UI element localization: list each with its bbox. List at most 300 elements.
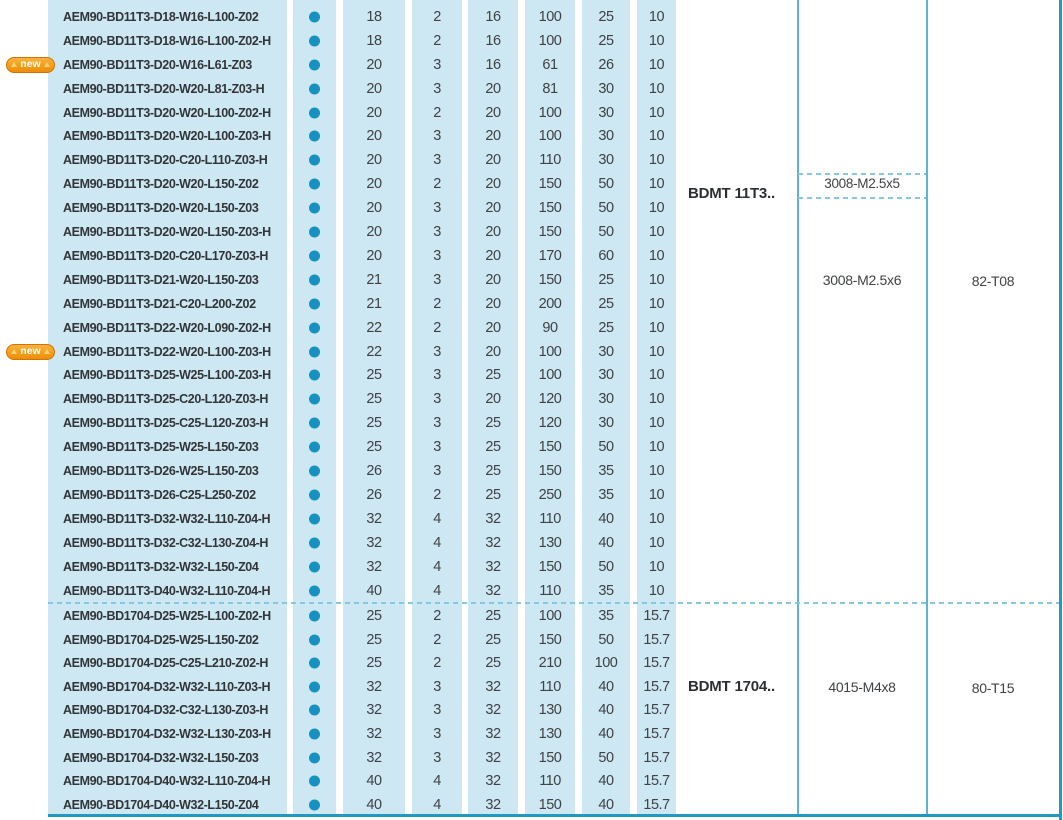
cell-l1: 150 [538,224,562,241]
table-row [0,340,1063,364]
cell-l2: 50 [598,200,614,217]
cell-l3: 10 [648,32,665,49]
cell-l2: 25 [598,32,614,49]
cell-l3: 10 [648,271,665,288]
cell-l3: 10 [648,558,665,575]
cell-d2: 20 [485,271,501,288]
cell-z: 4 [433,510,441,527]
cell-l1: 150 [538,271,562,288]
cell-l1: 150 [538,749,562,766]
table-row [0,459,1063,483]
cell-z: 4 [433,796,441,813]
cell-l1: 150 [538,439,562,456]
cell-l2: 30 [598,152,614,169]
cell-d2: 32 [485,796,501,813]
cell-d1: 20 [366,128,382,145]
cell-d2: 32 [485,773,501,790]
table-row [0,148,1063,172]
triangle-icon [11,349,17,354]
cell-l1: 100 [538,343,562,360]
cell-l1: 170 [538,247,562,264]
availability-dot-icon [309,35,320,46]
cell-l3: 10 [648,247,665,264]
cell-l1: 100 [538,128,562,145]
product-code: AEM90-BD11T3-D22-W20-L100-Z03-H [63,344,271,359]
cell-z: 2 [433,295,441,312]
cell-l3: 10 [648,486,665,503]
availability-dot-icon [309,11,320,22]
product-code: AEM90-BD1704-D40-W32-L150-Z04 [63,797,259,812]
availability-dot-icon [309,418,320,429]
cell-l3: 10 [648,8,665,25]
availability-dot-icon [309,155,320,166]
cell-z: 3 [433,702,441,719]
cell-l3: 10 [648,176,665,193]
cell-d2: 25 [485,367,501,384]
cell-z: 4 [433,773,441,790]
cell-d1: 22 [366,319,382,336]
cell-d1: 21 [366,271,382,288]
availability-dot-icon [309,611,320,622]
cell-l3: 15.7 [643,678,670,695]
cell-l1: 130 [538,534,562,551]
cell-d2: 25 [485,631,501,648]
product-code: AEM90-BD1704-D40-W32-L110-Z04-H [63,774,271,789]
availability-dot-icon [309,59,320,70]
cell-z: 3 [433,726,441,743]
availability-dot-icon [309,752,320,763]
cell-d2: 20 [485,343,501,360]
table-row [0,699,1063,723]
cell-d1: 22 [366,343,382,360]
cell-d1: 32 [366,510,382,527]
cell-l1: 100 [538,32,562,49]
cell-d1: 26 [366,486,382,503]
cell-l1: 100 [538,104,562,121]
product-code: AEM90-BD11T3-D26-W25-L150-Z03 [63,464,259,479]
cell-d1: 32 [366,678,382,695]
triangle-icon [44,62,50,67]
cell-l1: 130 [538,726,562,743]
cell-z: 3 [433,343,441,360]
table-right-border [1059,0,1062,820]
cell-l2: 25 [598,295,614,312]
table-row [0,507,1063,531]
cell-z: 2 [433,8,441,25]
new-badge-label: new [20,58,41,71]
cell-l3: 10 [648,295,665,312]
table-row [0,652,1063,676]
table-row [0,244,1063,268]
availability-dot-icon [309,799,320,810]
product-code: AEM90-BD11T3-D40-W32-L110-Z04-H [63,583,271,598]
table-row [0,220,1063,244]
availability-dot-icon [309,585,320,596]
cell-d1: 25 [366,439,382,456]
cell-l2: 50 [598,631,614,648]
cell-l2: 30 [598,104,614,121]
cell-d1: 32 [366,749,382,766]
table-row [0,29,1063,53]
screw-cell-dashed-top [798,173,926,175]
table-bottom-border [48,814,1062,817]
availability-dot-icon [309,250,320,261]
cell-l1: 110 [539,510,561,527]
cell-l2: 40 [598,702,614,719]
group-separator-dashed-line [48,602,1059,604]
availability-dot-icon [309,658,320,669]
cell-l2: 50 [598,224,614,241]
insert-designation: BDMT 11T3.. [688,185,775,202]
product-code: AEM90-BD1704-D32-W32-L130-Z03-H [63,727,271,742]
cell-d2: 32 [485,749,501,766]
cell-d1: 20 [366,200,382,217]
cell-l3: 15.7 [643,702,670,719]
availability-dot-icon [309,227,320,238]
cell-l2: 50 [598,176,614,193]
cell-l2: 40 [598,678,614,695]
cell-l2: 30 [598,128,614,145]
product-code: AEM90-BD11T3-D22-W20-L090-Z02-H [63,320,271,335]
product-code: AEM90-BD11T3-D20-W20-L150-Z03-H [63,225,271,240]
cell-d1: 20 [366,56,382,73]
cell-d1: 25 [366,415,382,432]
cell-l1: 150 [538,631,562,648]
table-row [0,316,1063,340]
table-row [0,555,1063,579]
cell-d2: 32 [485,726,501,743]
product-code: AEM90-BD11T3-D32-W32-L110-Z04-H [63,511,271,526]
product-code: AEM90-BD11T3-D20-C20-L110-Z03-H [63,153,268,168]
table-row [0,793,1063,817]
availability-dot-icon [309,681,320,692]
table-row [0,605,1063,629]
table-row [0,483,1063,507]
cell-l2: 40 [598,773,614,790]
availability-dot-icon [309,298,320,309]
screw-reference: 3008-M2.5x6 [822,272,902,288]
cell-d2: 32 [485,558,501,575]
cell-l2: 35 [598,463,614,480]
cell-z: 2 [433,486,441,503]
new-badge [6,57,55,73]
cell-l1: 200 [538,295,562,312]
cell-l1: 100 [538,608,562,625]
cell-l2: 60 [598,247,614,264]
availability-dot-icon [309,537,320,548]
cell-d2: 16 [485,56,501,73]
cell-l1: 250 [538,486,562,503]
cell-l1: 150 [538,463,562,480]
cell-l1: 120 [538,391,562,408]
new-badge-label: new [20,345,41,358]
cell-d2: 25 [485,415,501,432]
cell-z: 4 [433,558,441,575]
product-code: AEM90-BD1704-D25-W25-L100-Z02-H [63,609,271,624]
cell-l3: 10 [648,415,665,432]
cell-l1: 120 [538,415,562,432]
cell-l2: 25 [598,271,614,288]
cell-z: 2 [433,176,441,193]
cell-d2: 32 [485,582,501,599]
availability-dot-icon [309,705,320,716]
cell-l3: 10 [648,224,665,241]
cell-l1: 110 [539,582,561,599]
cell-d2: 25 [485,655,501,672]
availability-dot-icon [309,442,320,453]
cell-d2: 32 [485,702,501,719]
table-row [0,435,1063,459]
triangle-icon [11,62,17,67]
table-row [0,364,1063,388]
cell-d1: 32 [366,726,382,743]
cell-l3: 15.7 [643,631,670,648]
table-row [0,196,1063,220]
cell-d2: 25 [485,439,501,456]
table-row [0,77,1063,101]
cell-l3: 10 [648,391,665,408]
cell-z: 3 [433,128,441,145]
cell-d2: 32 [485,510,501,527]
screw-reference: 3008-M2.5x5 [824,176,900,191]
cell-d1: 25 [366,608,382,625]
cell-l1: 150 [538,796,562,813]
cell-z: 4 [433,534,441,551]
cell-l3: 10 [648,343,665,360]
cell-d2: 20 [485,247,501,264]
availability-dot-icon [309,274,320,285]
table-row [0,769,1063,793]
cell-d1: 32 [366,702,382,719]
cell-l3: 15.7 [643,608,670,625]
product-code: AEM90-BD1704-D32-W32-L150-Z03 [63,750,259,765]
cell-l1: 61 [542,56,558,73]
cell-z: 3 [433,80,441,97]
cell-z: 3 [433,247,441,264]
cell-l2: 40 [598,726,614,743]
cell-d2: 20 [485,319,501,336]
availability-dot-icon [309,131,320,142]
cell-d1: 20 [366,247,382,264]
cell-d1: 20 [366,104,382,121]
cell-z: 3 [433,749,441,766]
product-code: AEM90-BD11T3-D20-W20-L100-Z02-H [63,105,271,120]
product-code: AEM90-BD11T3-D32-C32-L130-Z04-H [63,535,269,550]
availability-dot-icon [309,203,320,214]
cell-d1: 20 [366,80,382,97]
cell-z: 2 [433,608,441,625]
availability-dot-icon [309,729,320,740]
product-code: AEM90-BD11T3-D20-W20-L100-Z03-H [63,129,271,144]
cell-l3: 15.7 [643,726,670,743]
cell-z: 3 [433,56,441,73]
cell-l1: 130 [538,702,562,719]
cell-l3: 10 [648,439,665,456]
cell-d1: 32 [366,534,382,551]
product-code: AEM90-BD1704-D32-C32-L130-Z03-H [63,703,269,718]
cell-d2: 20 [485,152,501,169]
product-code: AEM90-BD1704-D25-W25-L150-Z02 [63,632,259,647]
table-row [0,101,1063,125]
product-code: AEM90-BD11T3-D26-C25-L250-Z02 [63,487,256,502]
product-code: AEM90-BD11T3-D21-C20-L200-Z02 [63,296,256,311]
cell-z: 3 [433,152,441,169]
availability-dot-icon [309,776,320,787]
cell-d2: 20 [485,128,501,145]
cell-z: 3 [433,367,441,384]
cell-z: 4 [433,582,441,599]
cell-d2: 20 [485,176,501,193]
cell-l1: 150 [538,200,562,217]
cell-d2: 20 [485,104,501,121]
cell-l2: 25 [598,8,614,25]
cell-l3: 10 [648,200,665,217]
cell-d1: 21 [366,295,382,312]
cell-z: 3 [433,200,441,217]
cell-l1: 110 [539,152,561,169]
cell-l3: 10 [648,104,665,121]
cell-z: 3 [433,271,441,288]
cell-l1: 150 [538,176,562,193]
cell-l1: 110 [539,678,561,695]
cell-l2: 50 [598,439,614,456]
cell-d1: 25 [366,655,382,672]
cell-l2: 35 [598,486,614,503]
cell-z: 3 [433,439,441,456]
cell-l3: 10 [648,510,665,527]
cell-l1: 210 [538,655,562,672]
cell-l1: 150 [538,558,562,575]
cell-l2: 30 [598,415,614,432]
table-row [0,722,1063,746]
cell-l2: 40 [598,510,614,527]
product-code: AEM90-BD11T3-D25-C25-L120-Z03-H [63,416,269,431]
cell-l1: 81 [542,80,558,97]
wrench-reference: 80-T15 [971,680,1015,696]
product-code: AEM90-BD11T3-D18-W16-L100-Z02 [63,9,259,24]
product-code: AEM90-BD1704-D32-W32-L110-Z03-H [63,679,271,694]
cell-d1: 40 [366,773,382,790]
cell-d1: 20 [366,152,382,169]
cell-l3: 10 [648,582,665,599]
cell-l1: 100 [538,367,562,384]
availability-dot-icon [309,466,320,477]
cell-l1: 90 [542,319,558,336]
product-code: AEM90-BD11T3-D20-W20-L81-Z03-H [63,81,265,96]
table-row [0,628,1063,652]
cell-l1: 110 [539,773,561,790]
table-row [0,746,1063,770]
availability-dot-icon [309,83,320,94]
table-row [0,387,1063,411]
cell-d1: 25 [366,391,382,408]
availability-dot-icon [309,179,320,190]
cell-l3: 15.7 [643,773,670,790]
availability-dot-icon [309,513,320,524]
cell-l2: 40 [598,534,614,551]
cell-d2: 20 [485,295,501,312]
cell-l2: 50 [598,558,614,575]
cell-l2: 35 [598,608,614,625]
cell-l2: 25 [598,319,614,336]
cell-l2: 40 [598,796,614,813]
product-code: AEM90-BD11T3-D20-W20-L150-Z02 [63,177,259,192]
cell-d2: 25 [485,463,501,480]
cell-d1: 18 [366,32,382,49]
cell-d2: 25 [485,608,501,625]
cell-d2: 20 [485,224,501,241]
cell-z: 3 [433,391,441,408]
cell-l3: 10 [648,534,665,551]
cell-z: 2 [433,655,441,672]
cell-l2: 50 [598,749,614,766]
cell-l2: 30 [598,367,614,384]
cell-z: 2 [433,319,441,336]
cell-z: 3 [433,415,441,432]
availability-dot-icon [309,107,320,118]
cell-z: 3 [433,463,441,480]
cell-d2: 20 [485,200,501,217]
cell-d1: 32 [366,558,382,575]
cell-l3: 10 [648,56,665,73]
cell-z: 2 [433,104,441,121]
cell-d2: 16 [485,8,501,25]
cell-d1: 40 [366,582,382,599]
table-row [0,411,1063,435]
cell-l2: 100 [594,655,618,672]
cell-l3: 10 [648,319,665,336]
screw-cell-dashed-bottom [798,197,926,199]
cell-z: 3 [433,224,441,241]
table-row [0,531,1063,555]
availability-dot-icon [309,394,320,405]
cell-l3: 15.7 [643,655,670,672]
cell-l2: 26 [598,56,614,73]
cell-d1: 20 [366,176,382,193]
table-row [0,579,1063,603]
cell-d2: 20 [485,80,501,97]
screw-reference: 4015-M4x8 [828,679,896,695]
cell-l3: 10 [648,463,665,480]
cell-d1: 25 [366,631,382,648]
table-row [0,53,1063,77]
cell-d1: 18 [366,8,382,25]
cell-l3: 10 [648,128,665,145]
cell-l1: 100 [538,8,562,25]
product-code: AEM90-BD11T3-D20-C20-L170-Z03-H [63,248,269,263]
cell-z: 2 [433,32,441,49]
cell-d1: 26 [366,463,382,480]
cell-l2: 30 [598,391,614,408]
triangle-icon [44,349,50,354]
cell-l3: 10 [648,152,665,169]
cell-d1: 25 [366,367,382,384]
new-badge [6,344,55,360]
cell-d2: 20 [485,391,501,408]
product-code: AEM90-BD11T3-D20-W16-L61-Z03 [63,57,252,72]
availability-dot-icon [309,322,320,333]
availability-dot-icon [309,489,320,500]
table-row [0,292,1063,316]
cell-d1: 20 [366,224,382,241]
product-code: AEM90-BD11T3-D25-C20-L120-Z03-H [63,392,269,407]
availability-dot-icon [309,561,320,572]
wrench-reference: 82-T08 [971,273,1015,289]
availability-dot-icon [309,346,320,357]
product-code: AEM90-BD11T3-D20-W20-L150-Z03 [63,201,259,216]
table-row [0,5,1063,29]
cell-l3: 15.7 [643,749,670,766]
